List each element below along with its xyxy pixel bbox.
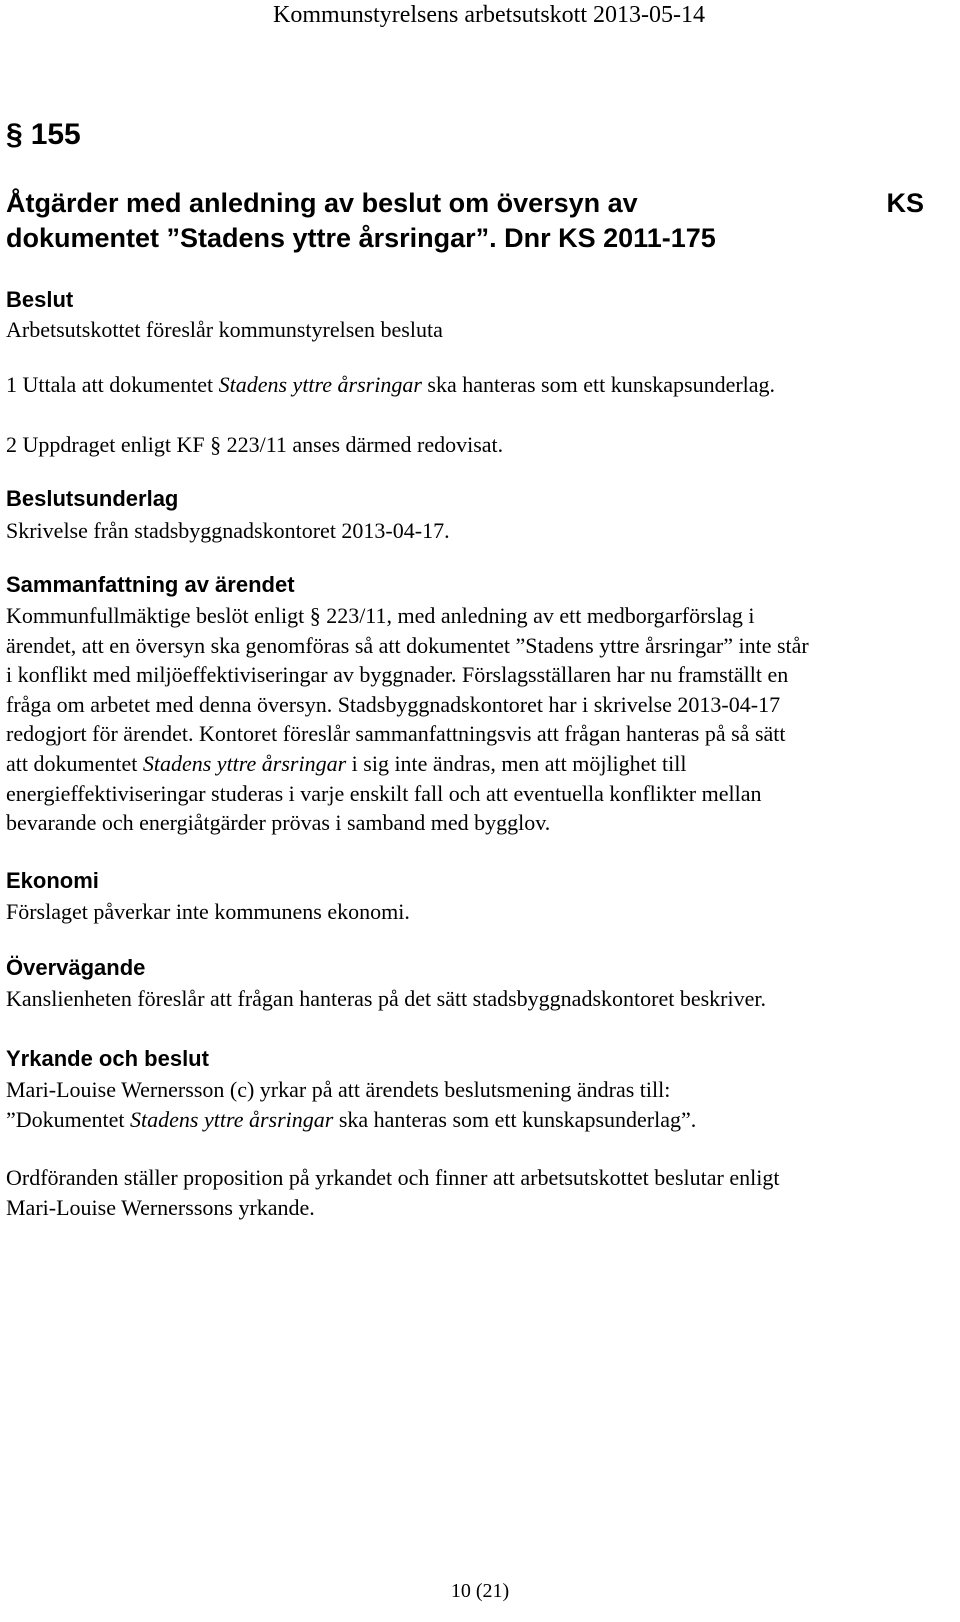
overvagande-heading: Övervägande (6, 955, 146, 980)
beslutsunderlag-heading: Beslutsunderlag (6, 486, 179, 511)
beslut-heading: Beslut (6, 287, 74, 312)
beslut-intro: Arbetsutskottet föreslår kommunstyrelsen besluta (6, 317, 443, 342)
overvagande-text: Kanslienheten föreslår att frågan hanteras på det sätt stadsbyggnadskontoret beskriver. (6, 986, 766, 1011)
beslut-item-1: 1 Uttala att dokumentet Stadens yttre årsringar ska hanteras som ett kunskapsunderlag. (6, 372, 776, 397)
title-line-2: dokumentet ”Stadens yttre årsringar”. Dnr KS 2011-175 (6, 223, 716, 253)
document-name: Stadens yttre årsringar (130, 1106, 334, 1132)
beslutsunderlag-text: Skrivelse från stadsbyggnadskontoret 2013-04-17. (6, 518, 450, 543)
document-name: Stadens yttre årsringar (142, 750, 347, 776)
proposition-text: Ordföranden ställer proposition på yrkandet och finner att arbetsutskottet beslutar enligt Mari-Louise Wernerssons yrkande. (6, 1165, 780, 1220)
paragraph-number (6, 115, 81, 155)
page-number: 10 (21) (450, 1580, 510, 1602)
ekonomi-heading: Ekonomi (6, 868, 99, 893)
section-symbol: § (309, 603, 321, 628)
item-title (6, 186, 846, 256)
paragraph-number-value: 155 (30, 118, 81, 151)
title-line-1: Åtgärder med anledning av beslut om översyn av (6, 188, 638, 218)
ekonomi-text: Förslaget påverkar inte kommunens ekonomi. (6, 899, 410, 924)
title-tag: KS (886, 188, 924, 218)
section-symbol: § (210, 432, 222, 457)
beslut-item-2: 2 Uppdraget enligt KF § 223/11 anses därmed redovisat. (6, 432, 504, 457)
yrkande-text: Mari-Louise Wernersson (c) yrkar på att ärendets beslutsmening ändras till: ”Dokumentet Stadens yttre årsringar ska hanteras som ett kunskapsunderlag”. (6, 1077, 697, 1132)
section-symbol: § (6, 118, 23, 151)
sammanfattning-text: Kommunfullmäktige beslöt enligt § 223/11, med anledning av ett medborgarförslag i ärendet, att en översyn ska genomföras så att dokumentet ”Stadens yttre årsringar” inte står i konflikt med miljöeffektiviseringar av byggnader. Förslagsställaren har nu framställt en fråga om arbetet med denna översyn. Stadsbyggnadskontoret har i skrivelse 2013-04-17 redogjort för ärendet. Kontoret föreslår sammanfattningsvis att frågan hanteras på så sätt att dokumentet Stadens yttre årsringar i sig inte ändras, men att möjlighet till energieffektiviseringar studeras i varje enskilt fall och att eventuella konflikter mellan bevarande och energiåtgärder prövas i samband med bygglov. (6, 603, 809, 836)
yrkande-heading: Yrkande och beslut (6, 1046, 209, 1071)
document-header: Kommunstyrelsens arbetsutskott 2013-05-14 (273, 2, 705, 28)
document-name: Stadens yttre årsringar (218, 372, 422, 397)
sammanfattning-heading: Sammanfattning av ärendet (6, 572, 295, 597)
